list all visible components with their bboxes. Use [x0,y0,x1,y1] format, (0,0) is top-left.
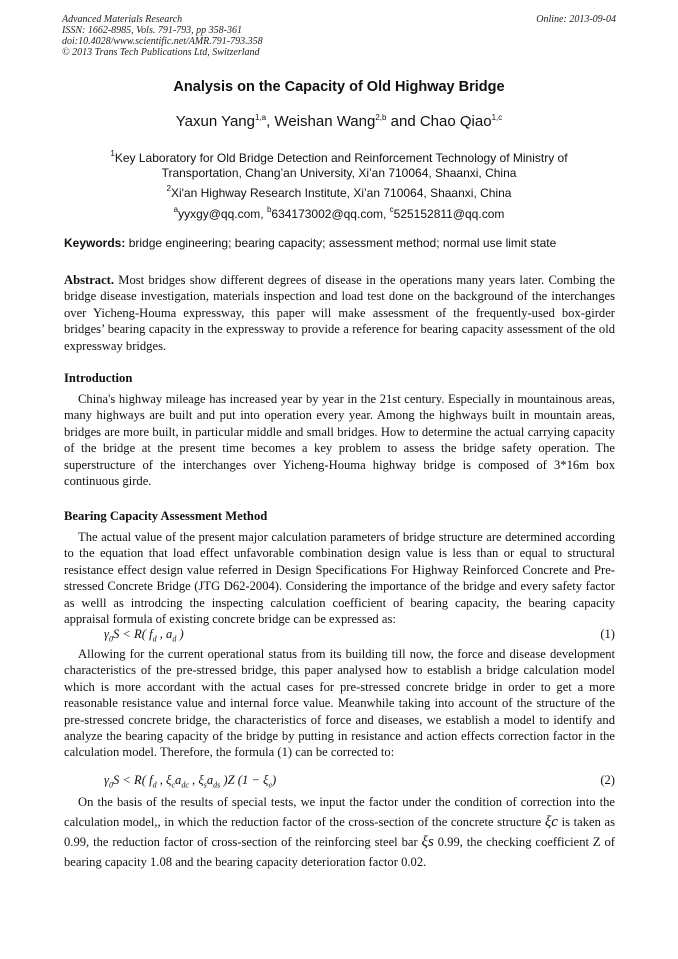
journal-header [62,14,263,58]
abstract-label: Abstract. [64,273,115,287]
issn: ISSN: 1662-8985, Vols. 791-793, pp 358-361 [62,25,242,36]
aff-2-sup: 2 [166,184,171,193]
affiliation-1 [0,146,678,181]
author-1-sup: 1,a [254,113,267,122]
author-list [0,113,678,130]
author-separator: , [266,113,275,130]
abstract-text: Most bridges show different degrees of disease in the operations many years later. Combing the bridge disease investigation, materials inspection and load test done on the background of the interchanges over Yicheng-Houma expressway, this paper will make assessment of the frequently-used box-girder bridges’ bearing capacity in the expressway to provide a reference for bearing capacity assessment of the old expressway bridges. [64,273,615,353]
doi: doi:10.4028/www.scientific.net/AMR.791-793.358 [62,36,263,47]
author-3-sup: 1,c [491,113,503,122]
equation-1 [104,627,615,644]
keywords-label: Keywords: [64,236,126,250]
email-c: 525152811@qq.com [393,207,505,221]
email-list [0,202,678,222]
xi-c-symbol: ξc [544,814,558,830]
abstract [64,272,615,354]
method-p3-part-a: On the basis of the results of special tests, we input the factor under the condition of correction into the calculation model,, in which the reduction factor of the cross-section of the concrete structure [64,795,615,829]
paper-title: Analysis on the Capacity of Old Highway Bridge [173,79,505,95]
equation-1-body: $\gamma_0S < R$( $f_d$ , $a_d$ ) [104,627,184,644]
equation-2-body: $\gamma_0S < R$( $f_d$ , $\xi_ca_{dc}$ , $\xi_sa_{ds}$ )Z $(1 - \xi_e)$ [104,773,277,790]
method-p3-part-b: is taken as 0.99, the reduction factor of cross-section of the reinforcing steel bar [64,815,616,849]
email-a: yyxgy@qq.com, [178,207,267,221]
keywords [64,236,624,250]
method-heading: Bearing Capacity Assessment Method [64,509,268,523]
journal-name: Advanced Materials Research [62,14,183,25]
email-a-sup: a [173,205,179,214]
keywords-text: bridge engineering; bearing capacity; assessment method; normal use limit state [125,236,557,250]
equation-2 [104,773,615,790]
aff-1-line-2: Transportation, Chang’an University, Xi’an 710064, Shaanxi, China [161,166,517,180]
email-b: 634173002@qq.com, [271,207,390,221]
affiliation-2 [0,181,678,201]
method-paragraph-1: The actual value of the present major calculation parameters of bridge structure are determined according to the equation that load effect unfavorable combination design value is less than or equal to structural resistance effect design value referred in Design Specifications For Highway Reinforced Concrete and Pre-stressed Concrete Bridge (JTG D62-2004). Considering the importance of the bridge and every safety factor as welll as introdcing the inspecting calculation coefficient of bearing capacity, the bearing capacity appraisal formula of existing concrete bridge can be expressed as: [64,530,615,627]
method-paragraph-3 [64,792,615,872]
author-2-sup: 2,b [375,113,387,122]
copyright: © 2013 Trans Tech Publications Ltd, Switzerland [62,47,260,58]
online-date: Online: 2013-09-04 [536,14,616,25]
intro-heading: Introduction [64,371,133,385]
equation-2-number: (2) [600,773,615,787]
xi-s-symbol: ξs [421,834,434,850]
author-3: Chao Qiao [419,113,492,130]
aff-2-text: Xi'an Highway Research Institute, Xi’an 710064, Shaanxi, China [170,186,512,200]
email-c-sup: c [389,205,394,214]
method-p3-part-c: 0.99, the checking coefficient Z of bearing capacity 1.08 and the bearing capacity deterioration factor 0.02. [64,835,615,869]
author-1: Yaxun Yang [175,113,255,130]
email-b-sup: b [266,205,272,214]
author-2: Weishan Wang [274,113,376,130]
intro-paragraph: China's highway mileage has increased year by year in the 21st century. Especially in mountainous areas, many highways are built and put into operation every year. Among the highways built in mountain areas, bridges are more built, in particular middle and small bridges. How to determine the actual carrying capacity of the bridge at the present time becomes a key problem to assess the bridge safety operation. The superstructure of the interchanges over Yicheng-Houma highway bridge is composed of 3*16m box continuous girde. [64,392,615,489]
method-paragraph-2: Allowing for the current operational status from its building till now, the force and disease development characteristics of the pre-stressed bridge, this paper analysed how to establish a bridge calculation model which is more accordant with the actual cases for pre-stressed concrete bridge in order to get a more reasonable resistance value and internal force value. Meanwhile taking into account of the structure of the pre-stressed concrete bridge, the characteristics of force and diseases, we establish a model to identify and analyze the bearing capacity of the bridge by putting in resistance and action effects correction factor in the calculation model. Therefore, the formula (1) can be corrected to: [64,647,615,760]
equation-1-number: (1) [600,627,615,641]
author-separator: and [386,113,420,130]
aff-1-sup: 1 [110,149,115,158]
aff-1-line-1: Key Laboratory for Old Bridge Detection and Reinforcement Technology of Ministry of [114,151,568,165]
